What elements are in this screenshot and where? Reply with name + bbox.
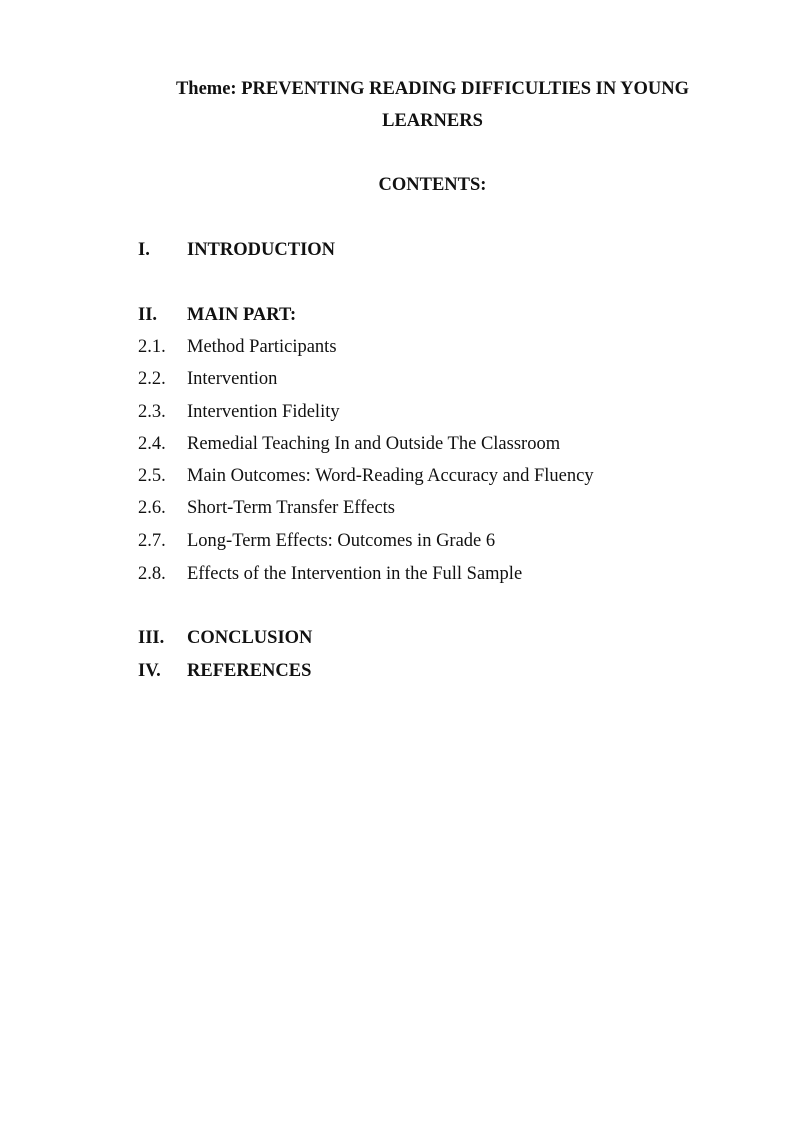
- toc-section-conclusion: [138, 624, 312, 652]
- toc-label: Long-Term Effects: Outcomes in Grade 6: [187, 531, 496, 551]
- contents-heading: CONTENTS:: [378, 175, 487, 195]
- toc-label: MAIN PART:: [187, 305, 297, 325]
- toc-label: Method Participants: [187, 337, 337, 357]
- toc-number: 2.8.: [138, 564, 166, 584]
- toc-label: Effects of the Intervention in the Full Sample: [187, 564, 523, 584]
- toc-subsection-2-2: [138, 365, 277, 393]
- toc-subsection-2-6: [138, 494, 395, 522]
- toc-label: INTRODUCTION: [187, 240, 336, 260]
- toc-number: 2.4.: [138, 434, 166, 454]
- toc-label: Short-Term Transfer Effects: [187, 498, 395, 518]
- title-line-1: Theme: PREVENTING READING DIFFICULTIES IN YOUNG: [175, 79, 690, 99]
- toc-number: III.: [138, 628, 165, 648]
- toc-subsection-2-5: [138, 462, 594, 490]
- toc-label: Remedial Teaching In and Outside The Classroom: [187, 434, 561, 454]
- toc-subsection-2-7: [138, 527, 495, 555]
- toc-section-introduction: [138, 236, 335, 264]
- toc-number: 2.3.: [138, 402, 166, 422]
- toc-section-main-part: [138, 301, 296, 329]
- toc-section-references: [138, 657, 311, 685]
- toc-subsection-2-3: [138, 398, 340, 426]
- toc-number: II.: [138, 305, 158, 325]
- toc-subsection-2-8: [138, 560, 522, 588]
- toc-number: 2.2.: [138, 369, 166, 389]
- toc-number: 2.5.: [138, 466, 166, 486]
- toc-label: Main Outcomes: Word-Reading Accuracy and Fluency: [187, 466, 594, 486]
- document-title: [140, 73, 725, 137]
- title-line-2: LEARNERS: [382, 111, 483, 131]
- toc-label: Intervention Fidelity: [187, 402, 340, 422]
- toc-label: Intervention: [187, 369, 278, 389]
- toc-number: 2.1.: [138, 337, 166, 357]
- toc-subsection-2-4: [138, 430, 560, 458]
- toc-label: REFERENCES: [187, 661, 312, 681]
- toc-number: IV.: [138, 661, 161, 681]
- toc-number: 2.7.: [138, 531, 166, 551]
- toc-number: 2.6.: [138, 498, 166, 518]
- toc-label: CONCLUSION: [187, 628, 313, 648]
- toc-number: I.: [138, 240, 150, 260]
- toc-subsection-2-1: [138, 333, 337, 361]
